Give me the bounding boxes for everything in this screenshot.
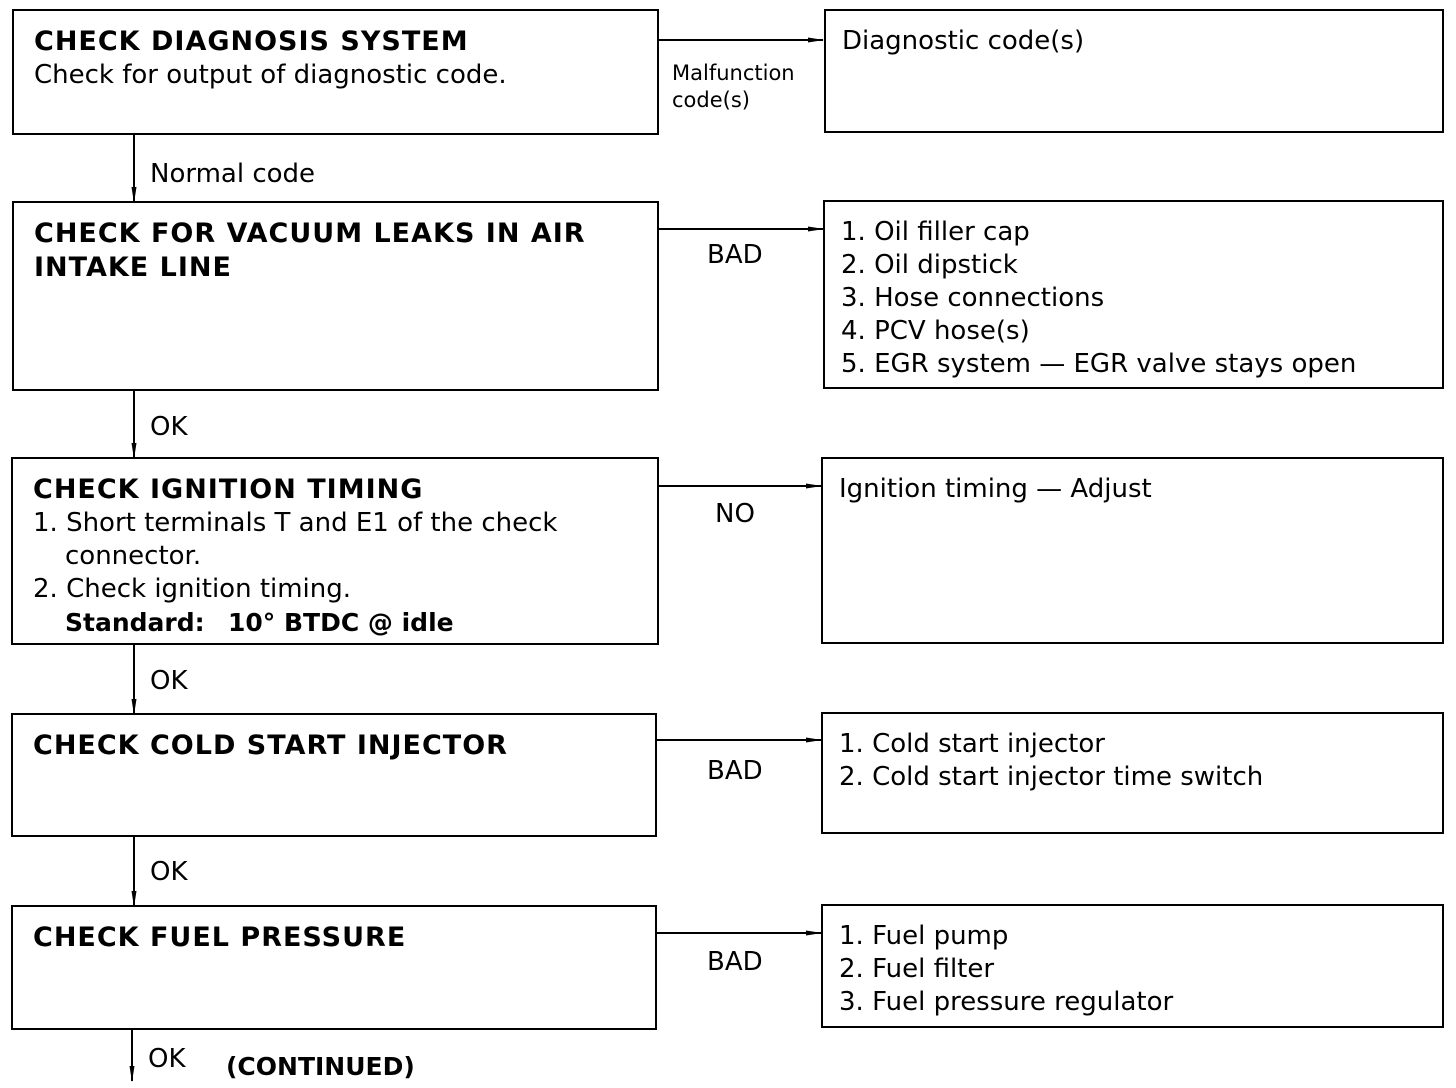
step-line: Check for output of diagnostic code. — [34, 60, 507, 90]
label-ok: OK — [148, 1044, 186, 1074]
step-title: CHECK IGNITION TIMING — [33, 474, 424, 505]
label-ok: OK — [150, 412, 188, 442]
step-line: 1. Short terminals T and E1 of the check — [33, 508, 558, 538]
result-line: 3. Hose connections — [841, 283, 1105, 313]
result-line: 2. Fuel filter — [839, 954, 995, 984]
step-check-cold-start-injector — [11, 713, 657, 837]
label-ok: OK — [150, 857, 188, 887]
result-line: 5. EGR system — EGR valve stays open — [841, 349, 1357, 379]
label-malfunction-codes: Malfunction code(s) — [672, 61, 795, 112]
step-title: CHECK DIAGNOSIS SYSTEM — [34, 26, 469, 57]
result-line: 2. Cold start injector time switch — [839, 762, 1264, 792]
result-diagnostic-codes — [824, 9, 1444, 133]
step-title: CHECK FUEL PRESSURE — [33, 922, 407, 953]
step-check-fuel-pressure — [11, 905, 657, 1030]
step-line: connector. — [65, 541, 202, 571]
step-title: CHECK COLD START INJECTOR — [33, 730, 508, 761]
result-line: 2. Oil dipstick — [841, 250, 1018, 280]
step-line: 2. Check ignition timing. — [33, 574, 352, 604]
standard-value: 10° BTDC @ idle — [228, 608, 454, 637]
continued-label: (CONTINUED) — [226, 1052, 415, 1081]
result-cold-start-causes — [821, 712, 1444, 834]
label-normal-code: Normal code — [150, 159, 316, 189]
result-line: 1. Oil filler cap — [841, 217, 1030, 247]
result-line: 3. Fuel pressure regulator — [839, 987, 1174, 1017]
result-line: 4. PCV hose(s) — [841, 316, 1030, 346]
step-title: CHECK FOR VACUUM LEAKS IN AIR INTAKE LINE — [34, 218, 586, 283]
result-line: 1. Fuel pump — [839, 921, 1009, 951]
label-no: NO — [715, 499, 755, 529]
step-check-ignition-timing — [11, 457, 659, 645]
result-line: Ignition timing — Adjust — [839, 474, 1152, 504]
ignition-timing-standard — [33, 606, 639, 639]
result-fuel-pressure-causes — [821, 904, 1444, 1028]
result-line: 1. Cold start injector — [839, 729, 1105, 759]
result-vacuum-leak-causes — [823, 200, 1444, 389]
label-bad: BAD — [707, 240, 763, 270]
label-bad: BAD — [707, 947, 763, 977]
result-line: Diagnostic code(s) — [842, 26, 1085, 56]
label-ok: OK — [150, 666, 188, 696]
result-ignition-timing-adjust — [821, 457, 1444, 644]
standard-label: Standard: — [65, 608, 205, 637]
step-check-diagnosis-system — [12, 9, 659, 135]
step-check-vacuum-leaks — [12, 201, 659, 391]
label-bad: BAD — [707, 756, 763, 786]
